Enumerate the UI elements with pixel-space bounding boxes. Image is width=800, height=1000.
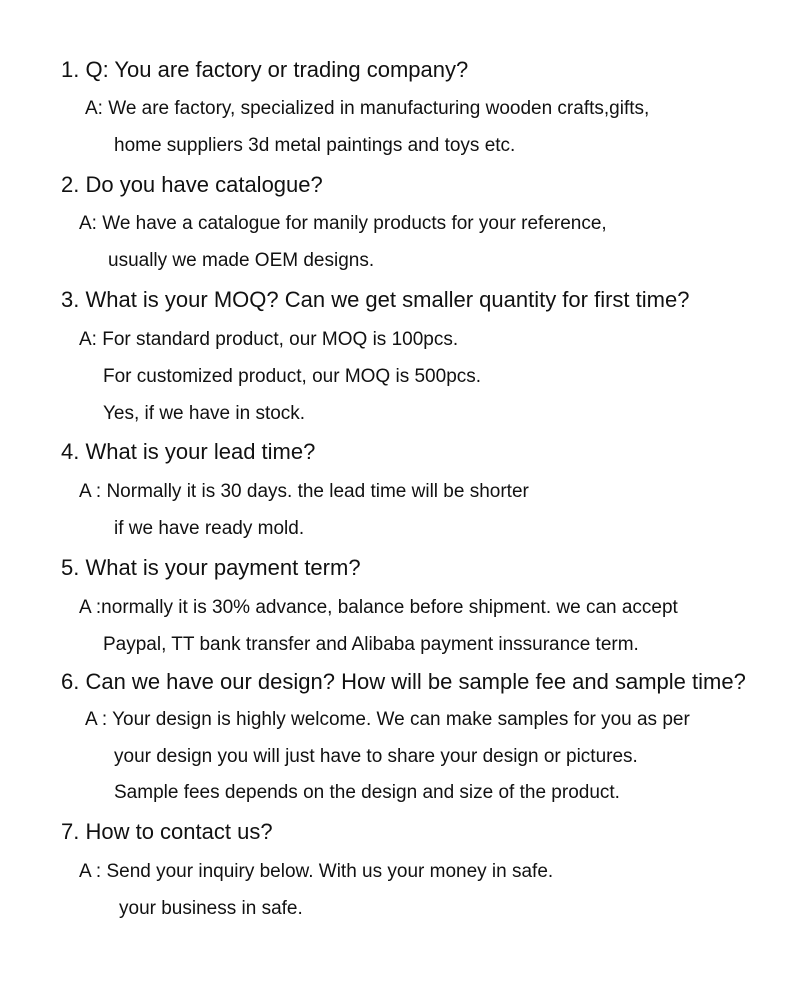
- faq-question-7: 7. How to contact us?: [61, 819, 273, 844]
- faq-answer-3-line-3: Yes, if we have in stock.: [103, 403, 306, 424]
- faq-question-5: 5. What is your payment term?: [61, 555, 361, 580]
- faq-question-1: 1. Q: You are factory or trading company?: [61, 57, 469, 82]
- faq-answer-1-line-1: A: We are factory, specialized in manufacturing wooden crafts,gifts,: [85, 98, 650, 119]
- faq-answer-1-line-2: home suppliers 3d metal paintings and toys etc.: [114, 135, 516, 156]
- faq-question-2: 2. Do you have catalogue?: [61, 172, 323, 197]
- faq-answer-7-line-2: your business in safe.: [119, 898, 303, 919]
- faq-answer-2-line-1: A: We have a catalogue for manily products for your reference,: [79, 213, 607, 234]
- faq-answer-5-line-1: A :normally it is 30% advance, balance before shipment. we can accept: [79, 597, 678, 618]
- faq-answer-5-line-2: Paypal, TT bank transfer and Alibaba payment inssurance term.: [103, 634, 639, 655]
- faq-answer-3-line-1: A: For standard product, our MOQ is 100pcs.: [79, 329, 459, 350]
- faq-answer-4-line-2: if we have ready mold.: [114, 518, 305, 539]
- faq-question-4: 4. What is your lead time?: [61, 439, 316, 464]
- faq-answer-6-line-2: your design you will just have to share your design or pictures.: [114, 746, 638, 767]
- faq-answer-4-line-1: A : Normally it is 30 days. the lead time will be shorter: [79, 481, 529, 502]
- faq-answer-7-line-1: A : Send your inquiry below. With us your money in safe.: [79, 861, 554, 882]
- faq-question-6: 6. Can we have our design? How will be sample fee and sample time?: [61, 669, 746, 694]
- faq-answer-6-line-3: Sample fees depends on the design and size of the product.: [114, 782, 620, 803]
- faq-answer-2-line-2: usually we made OEM designs.: [108, 250, 375, 271]
- faq-answer-6-line-1: A : Your design is highly welcome. We can make samples for you as per: [85, 709, 690, 730]
- faq-answer-3-line-2: For customized product, our MOQ is 500pcs.: [103, 366, 482, 387]
- faq-question-3: 3. What is your MOQ? Can we get smaller quantity for first time?: [61, 287, 690, 312]
